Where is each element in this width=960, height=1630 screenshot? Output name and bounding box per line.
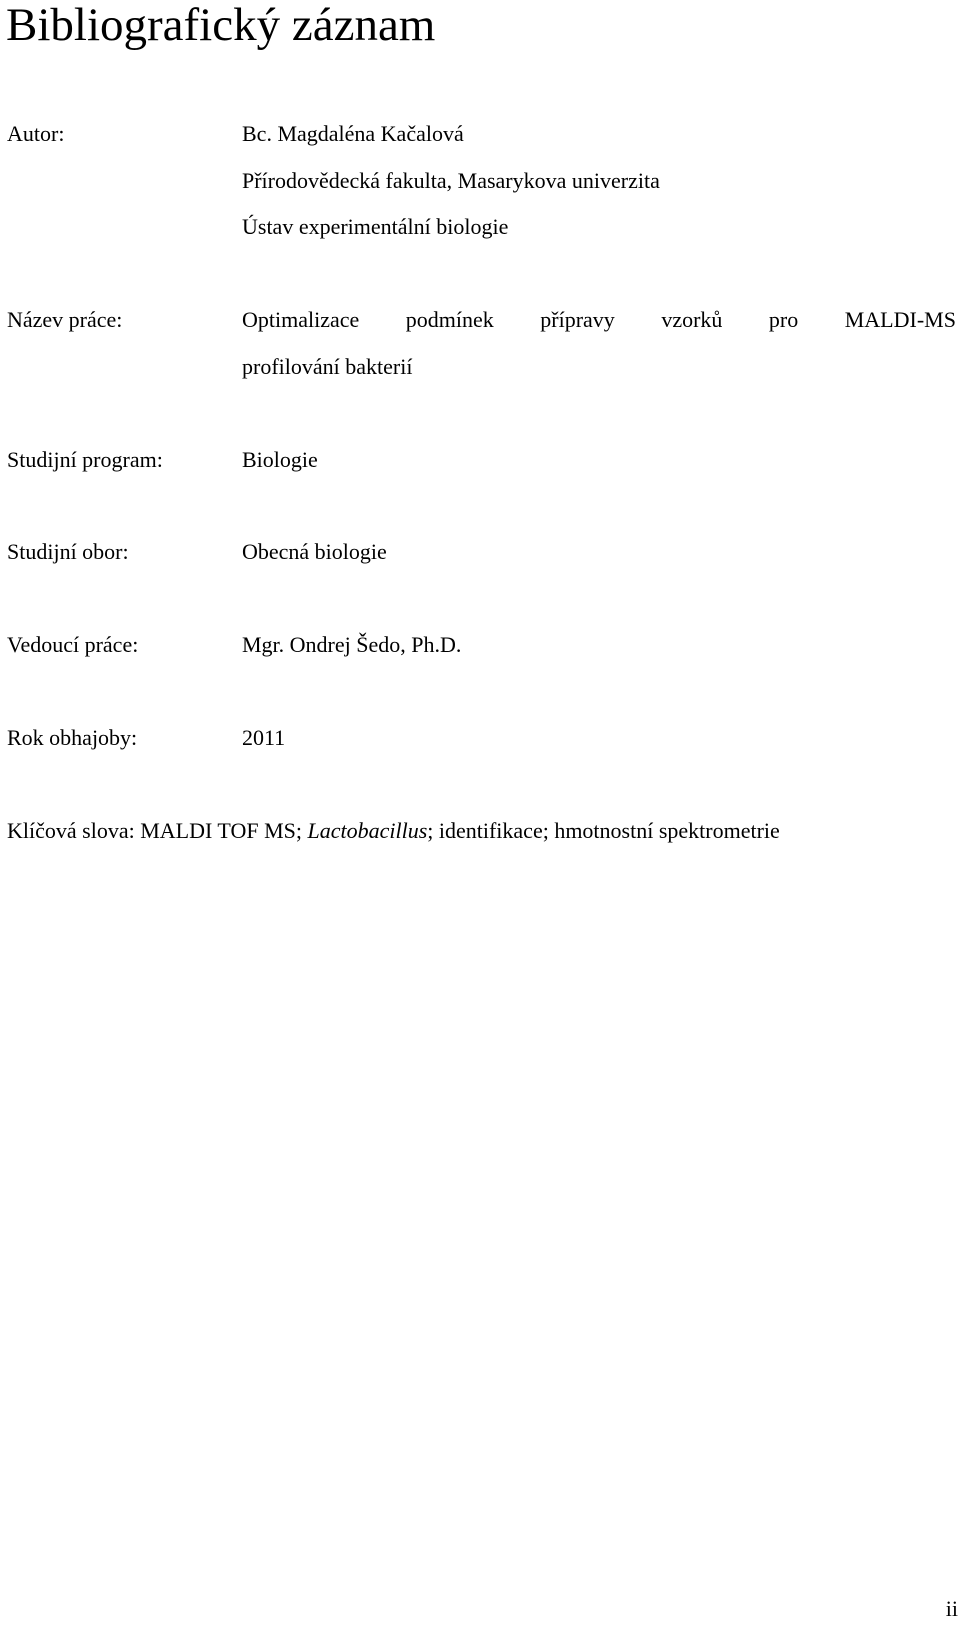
thesis-title-word: vzorků — [661, 307, 723, 332]
study-field-label: Studijní obor: — [7, 539, 129, 564]
page-number: ii — [945, 1596, 958, 1621]
thesis-title-word: podmínek — [405, 307, 494, 332]
study-program-value: Biologie — [242, 447, 318, 472]
thesis-title-word: pro — [768, 307, 799, 332]
author-label: Autor: — [7, 121, 65, 146]
author-institute: Ústav experimentální biologie — [242, 214, 509, 239]
author-name: Bc. Magdaléna Kačalová — [242, 121, 464, 146]
thesis-title-word: MALDI-MS — [844, 307, 956, 332]
keywords-line — [7, 818, 780, 844]
supervisor-value: Mgr. Ondrej Šedo, Ph.D. — [242, 632, 462, 657]
author-faculty: Přírodovědecká fakulta, Masarykova univerzita — [242, 168, 660, 193]
keywords-label: Klíčová slova: — [7, 818, 135, 843]
thesis-title-line1 — [242, 307, 956, 333]
keywords-italic-term: Lactobacillus — [307, 818, 428, 843]
thesis-title-word: přípravy — [540, 307, 615, 332]
study-field-value: Obecná biologie — [242, 539, 387, 564]
defense-year-value: 2011 — [242, 725, 286, 750]
supervisor-label: Vedoucí práce: — [7, 632, 139, 657]
thesis-title-word: Optimalizace — [242, 307, 360, 332]
thesis-title-label: Název práce: — [7, 307, 123, 332]
page-title: Bibliografický záznam — [6, 0, 436, 51]
study-program-label: Studijní program: — [7, 447, 163, 472]
keywords-part1: MALDI TOF MS; — [140, 818, 302, 843]
thesis-title-line2: profilování bakterií — [242, 354, 413, 379]
defense-year-label: Rok obhajoby: — [7, 725, 138, 750]
keywords-part2: ; identifikace; hmotnostní spektrometrie — [427, 818, 780, 843]
